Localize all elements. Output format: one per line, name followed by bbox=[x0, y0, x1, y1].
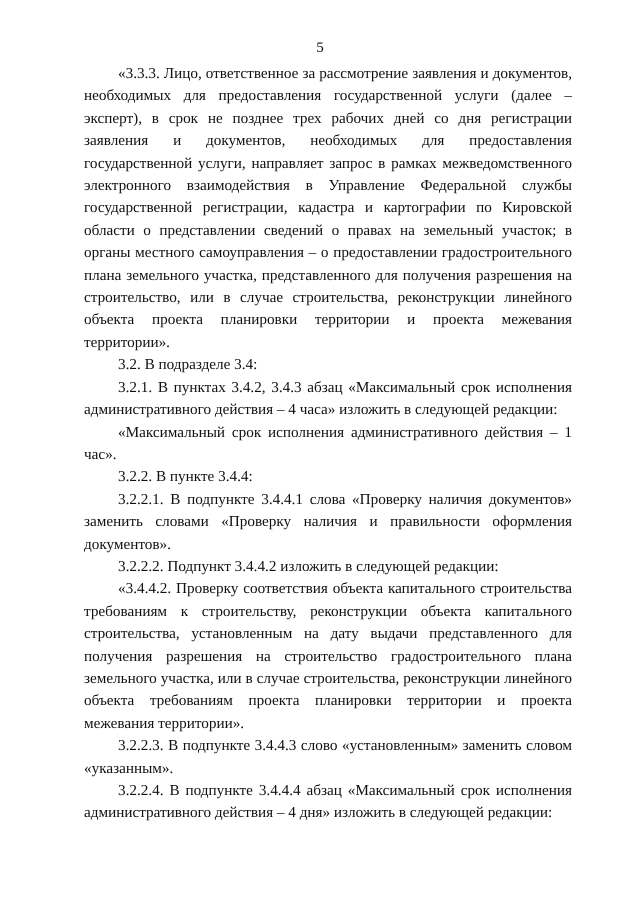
paragraph-3-2-2-3: 3.2.2.3. В подпункте 3.4.4.3 слово «установленным» заменить словом «указанным». bbox=[84, 737, 572, 777]
paragraph-3-2-2-1: 3.2.2.1. В подпункте 3.4.4.1 слова «Проверку наличия документов» заменить словами «Проверку наличия и правильности оформления документов». bbox=[84, 490, 572, 553]
paragraph-3-2-1: 3.2.1. В пунктах 3.4.2, 3.4.3 абзац «Максимальный срок исполнения административного действия – 4 часа» изложить в следующей редакции: bbox=[84, 378, 572, 419]
document-body bbox=[84, 63, 572, 825]
paragraph-3-2-2-2: 3.2.2.2. Подпункт 3.4.4.2 изложить в следующей редакции: bbox=[118, 557, 499, 575]
paragraph-3-4-4-2-quote: «3.4.4.2. Проверку соответствия объекта капитального строительства требованиям к строительству, реконструкции объекта капитального строительства, установленным на дату выдачи представленного для получения разрешения на строительство градостроительного плана земельного участка, или в случае строительства, реконструкции линейного объекта требованиям проекта планировки территории и проекта межевания территории». bbox=[84, 580, 572, 732]
paragraph-3-3-3: «3.3.3. Лицо, ответственное за рассмотрение заявления и документов, необходимых для предоставления государственной услуги (далее – эксперт), в срок не позднее трех рабочих дней со дня регистрации заявления и документов, необходимых для предоставления государственной услуги, направляет запрос в рамках межведомственного электронного взаимодействия в Управление Федеральной службы государственной регистрации, кадастра и картографии по Кировской области о представлении сведений о правах на земельный участок; в органы местного самоуправления – о предоставлении градостроительного плана земельного участка, представленного для получения разрешения на строительство, или в случае строительства, реконструкции линейного объекта проекта планировки территории и проекта межевания территории». bbox=[84, 65, 572, 351]
paragraph-3-2: 3.2. В подразделе 3.4: bbox=[118, 356, 258, 374]
paragraph-3-2-2: 3.2.2. В пункте 3.4.4: bbox=[118, 468, 253, 486]
page-number: 5 bbox=[316, 40, 324, 56]
paragraph-3-2-2-4: 3.2.2.4. В подпункте 3.4.4.4 абзац «Максимальный срок исполнения административного действия – 4 дня» изложить в следующей редакции: bbox=[84, 782, 572, 822]
paragraph-max-term-quote: «Максимальный срок исполнения административного действия – 1 час». bbox=[84, 423, 572, 463]
